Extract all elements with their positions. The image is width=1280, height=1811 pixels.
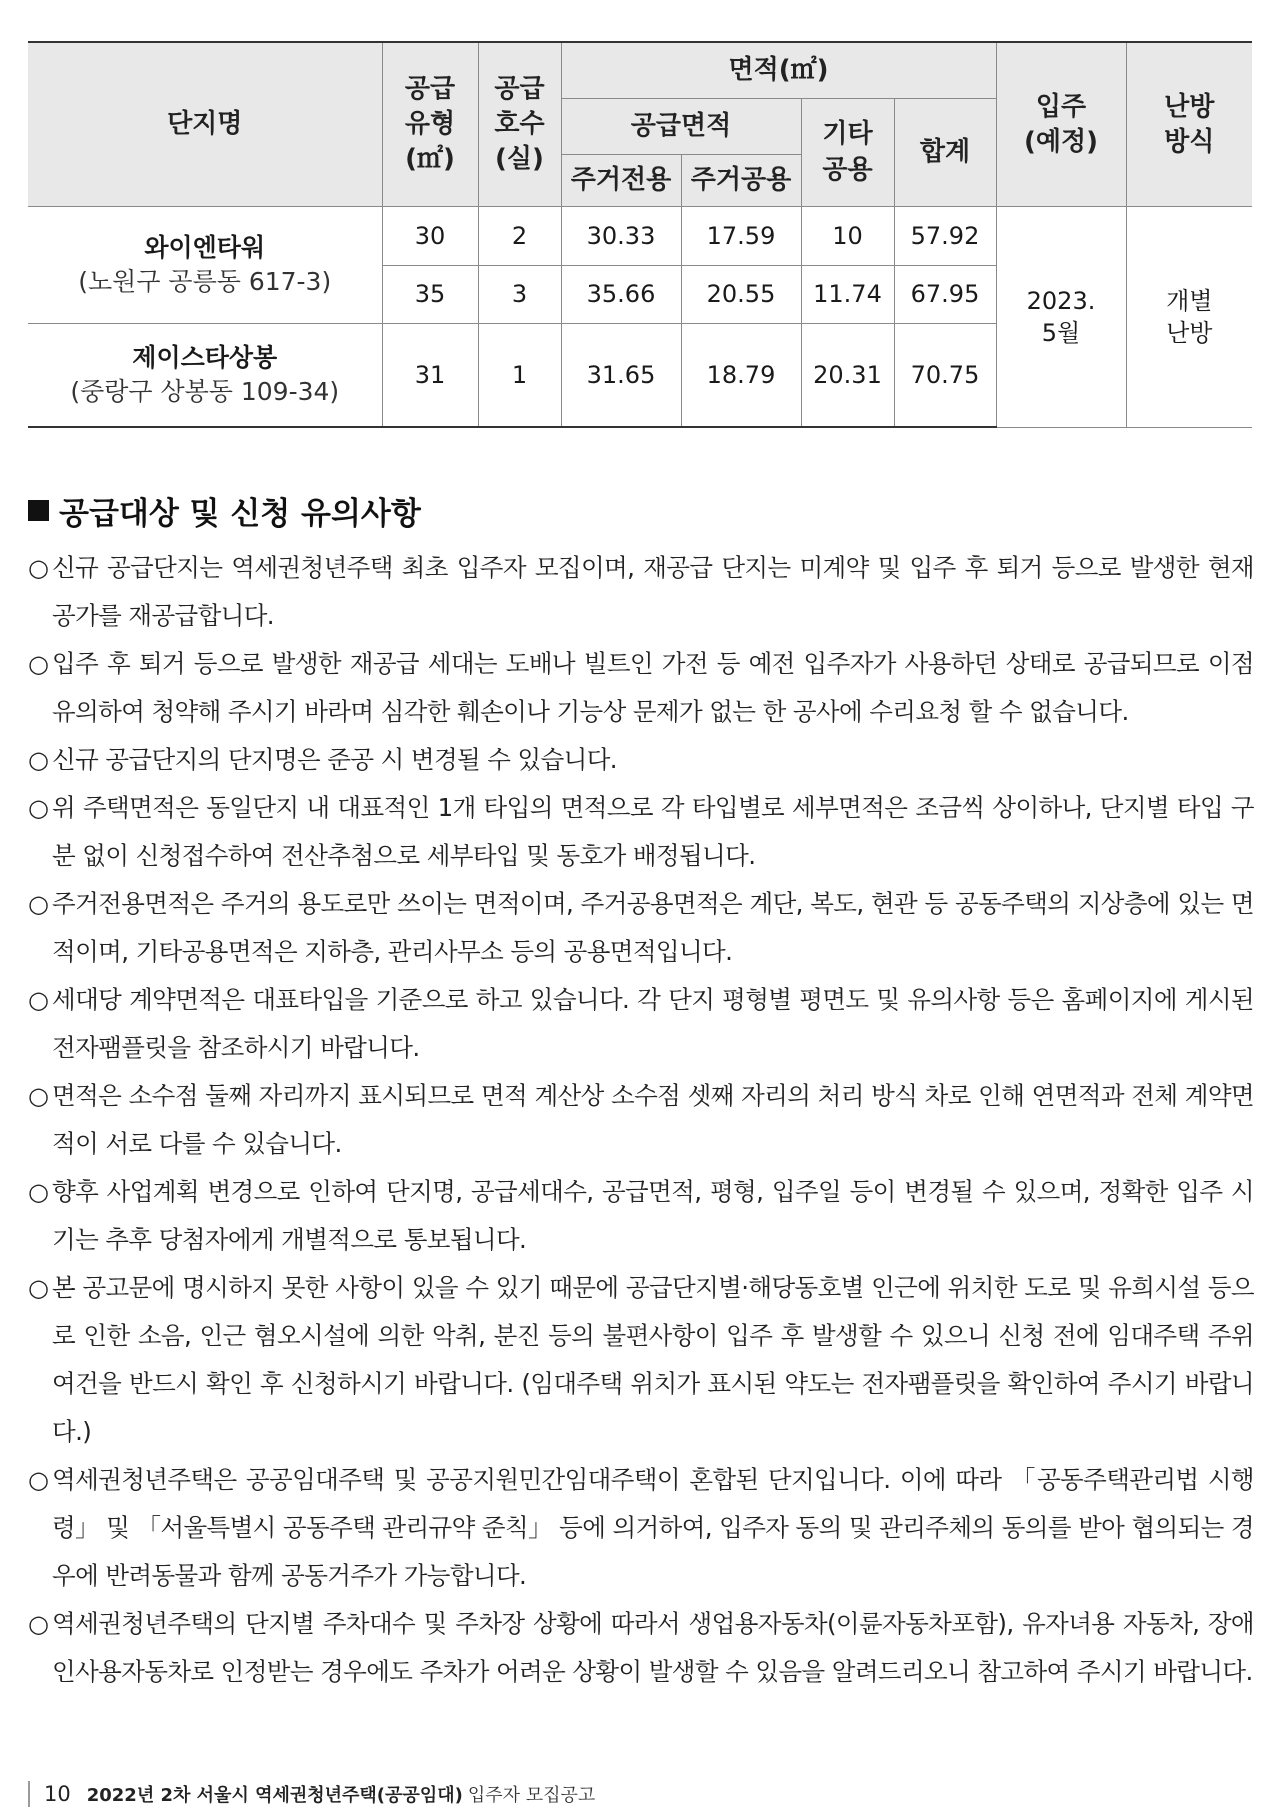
circle-bullet-icon: ○ (28, 1610, 49, 1638)
header-common-area: 주거공용 (681, 155, 801, 207)
cell-units: 3 (478, 265, 561, 323)
cell-move-in: 2023. 5월 (996, 207, 1126, 427)
cell-common: 20.55 (681, 265, 801, 323)
list-item: ○ 면적은 소수점 둘째 자리까지 표시되므로 면적 계산상 소수점 셋째 자리의 처리 방식 차로 인해 연면적과 전체 계약면적이 서로 다를 수 있습니다. (28, 1072, 1254, 1168)
cell-exclusive: 30.33 (561, 207, 681, 265)
circle-bullet-icon: ○ (28, 890, 49, 918)
circle-bullet-icon: ○ (28, 746, 49, 774)
list-item: ○ 본 공고문에 명시하지 못한 사항이 있을 수 있기 때문에 공급단지별·해당동호별 인근에 위치한 도로 및 유희시설 등으로 인한 소음, 인근 혐오시설에 의한 악취, 분진 등의 불편사항이 입주 후 발생할 수 있으니 신청 전에 임대주택 주위여건을 반드시 확인 후 신청하시기 바랍니다. (임대주택 위치가 표시된 약도는 전자팸플릿을 확인하여 주시기 바랍니다.) (28, 1264, 1254, 1456)
complex-name: 와이엔타워 (144, 233, 266, 263)
header-complex-name: 단지명 (28, 42, 382, 207)
list-item: ○ 위 주택면적은 동일단지 내 대표적인 1개 타입의 면적으로 각 타입별로 세부면적은 조금씩 상이하나, 단지별 타입 구분 없이 신청접수하여 전산추첨으로 세부타입 및 동호가 배정됩니다. (28, 784, 1254, 880)
cell-type: 35 (382, 265, 478, 323)
circle-bullet-icon: ○ (28, 1178, 49, 1206)
footer-divider (28, 1781, 30, 1807)
circle-bullet-icon: ○ (28, 554, 49, 582)
cell-type: 31 (382, 323, 478, 427)
header-supply-area: 공급면적 (561, 98, 801, 154)
cell-heating: 개별 난방 (1126, 207, 1252, 427)
list-item: ○ 신규 공급단지는 역세권청년주택 최초 입주자 모집이며, 재공급 단지는 미계약 및 입주 후 퇴거 등으로 발생한 현재 공가를 재공급합니다. (28, 544, 1254, 640)
header-area: 면적(㎡) (561, 42, 996, 98)
circle-bullet-icon: ○ (28, 1274, 49, 1302)
cell-total: 70.75 (894, 323, 996, 427)
complex-address: (노원구 공릉동 617-3) (78, 267, 332, 297)
cell-total: 67.95 (894, 265, 996, 323)
cell-other: 11.74 (801, 265, 894, 323)
list-item: ○ 주거전용면적은 주거의 용도로만 쓰이는 면적이며, 주거공용면적은 계단, 복도, 현관 등 공동주택의 지상층에 있는 면적이며, 기타공용면적은 지하층, 관리사무소 등의 공용면적입니다. (28, 880, 1254, 976)
table-row (28, 207, 1252, 265)
header-heating: 난방 방식 (1126, 42, 1252, 207)
cell-total: 57.92 (894, 207, 996, 265)
circle-bullet-icon: ○ (28, 1082, 49, 1110)
header-supply-type: 공급 유형 (㎡) (382, 42, 478, 207)
circle-bullet-icon: ○ (28, 1466, 49, 1494)
cell-units: 2 (478, 207, 561, 265)
header-total: 합계 (894, 98, 996, 207)
list-item: ○ 향후 사업계획 변경으로 인하여 단지명, 공급세대수, 공급면적, 평형, 입주일 등이 변경될 수 있으며, 정확한 입주 시기는 추후 당첨자에게 개별적으로 통보됩니다. (28, 1168, 1254, 1264)
list-item: ○ 신규 공급단지의 단지명은 준공 시 변경될 수 있습니다. (28, 736, 1254, 784)
section-title: 공급대상 및 신청 유의사항 (28, 488, 421, 533)
notice-list (28, 544, 1254, 1696)
header-supply-units: 공급 호수 (실) (478, 42, 561, 207)
complex-cell (28, 207, 382, 324)
list-item: ○ 입주 후 퇴거 등으로 발생한 재공급 세대는 도배나 빌트인 가전 등 예전 입주자가 사용하던 상태로 공급되므로 이점 유의하여 청약해 주시기 바라며 심각한 훼손이나 기능상 문제가 없는 한 공사에 수리요청 할 수 없습니다. (28, 640, 1254, 736)
page-number: 10 (44, 1782, 71, 1806)
cell-type: 30 (382, 207, 478, 265)
list-item: ○ 역세권청년주택의 단지별 주차대수 및 주차장 상황에 따라서 생업용자동차(이륜자동차포함), 유자녀용 자동차, 장애인사용자동차로 인정받는 경우에도 주차가 어려운 상황이 발생할 수 있음을 알려드리오니 참고하여 주시기 바랍니다. (28, 1600, 1254, 1696)
header-move-in: 입주 (예정) (996, 42, 1126, 207)
list-item: ○ 세대당 계약면적은 대표타입을 기준으로 하고 있습니다. 각 단지 평형별 평면도 및 유의사항 등은 홈페이지에 게시된 전자팸플릿을 참조하시기 바랍니다. (28, 976, 1254, 1072)
cell-other: 20.31 (801, 323, 894, 427)
circle-bullet-icon: ○ (28, 650, 49, 678)
complex-cell (28, 323, 382, 427)
list-item: ○ 역세권청년주택은 공공임대주택 및 공공지원민간임대주택이 혼합된 단지입니다. 이에 따라 「공동주택관리법 시행령」 및 「서울특별시 공동주택 관리규약 준칙」 등에 의거하여, 입주자 동의 및 관리주체의 동의를 받아 협의되는 경우에 반려동물과 함께 공동거주가 가능합니다. (28, 1456, 1254, 1600)
footer-subtitle: 입주자 모집공고 (467, 1785, 596, 1806)
cell-units: 1 (478, 323, 561, 427)
circle-bullet-icon: ○ (28, 794, 49, 822)
cell-exclusive: 31.65 (561, 323, 681, 427)
page-footer (28, 1780, 595, 1808)
complex-address: (중랑구 상봉동 109-34) (70, 376, 340, 406)
cell-exclusive: 35.66 (561, 265, 681, 323)
cell-other: 10 (801, 207, 894, 265)
cell-common: 17.59 (681, 207, 801, 265)
footer-title: 2022년 2차 서울시 역세권청년주택(공공임대) (86, 1785, 463, 1806)
cell-common: 18.79 (681, 323, 801, 427)
header-exclusive-area: 주거전용 (561, 155, 681, 207)
housing-supply-table (28, 41, 1252, 428)
circle-bullet-icon: ○ (28, 986, 49, 1014)
complex-name: 제이스타상봉 (132, 343, 278, 373)
square-bullet-icon (28, 500, 49, 521)
header-other-common: 기타 공용 (801, 98, 894, 207)
